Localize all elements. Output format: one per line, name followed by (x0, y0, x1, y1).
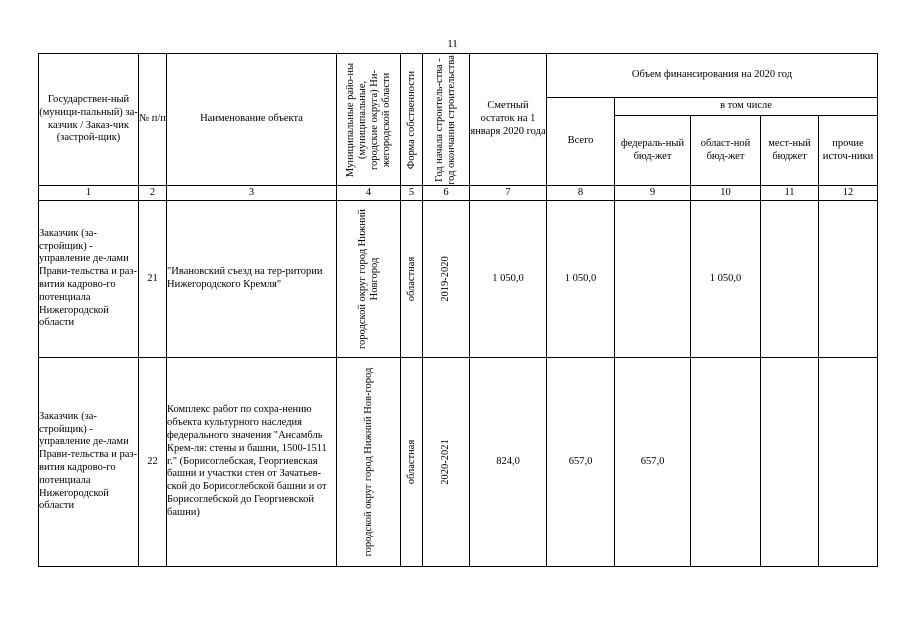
column-number: 4 (337, 186, 401, 201)
page-number: 11 (447, 38, 458, 50)
financing-table (38, 53, 878, 567)
table-row (39, 201, 878, 358)
ownership-cell (401, 358, 423, 567)
header-ownership (401, 54, 423, 186)
municipality-cell (337, 358, 401, 567)
object-name-cell: Комплекс работ по сохра-нению объекта культурного наследия федерального значения "Ансамбль Крем-ля: стены и башни, 1500-1511 г." (Борисоглебская, Георгиевская башни и участки стен от Зачатьев-ской до Борисоглебской башни и от Борисоглебской до Георгиевской башни) (167, 358, 337, 567)
header-financing-volume: Объем финансирования на 2020 год (547, 54, 878, 98)
header-construction-years (423, 54, 470, 186)
customer-cell: Заказчик (за-стройщик) - управление де-лами Прави-тельства и раз-вития кадрово-го потенциала Нижегородской области (39, 201, 139, 358)
other-sources-cell (819, 358, 878, 567)
regional-budget-cell: 1 050,0 (691, 201, 761, 358)
object-name-cell: "Ивановский съезд на тер-ритории Нижегородского Кремля" (167, 201, 337, 358)
column-number: 2 (139, 186, 167, 201)
customer-cell: Заказчик (за-стройщик) - управление де-лами Прави-тельства и раз-вития кадрово-го потенциала Нижегородской области (39, 358, 139, 567)
local-budget-cell (761, 358, 819, 567)
header-object-name: Наименование объекта (167, 54, 337, 186)
header-row-1 (39, 54, 878, 98)
header-construction-years-text: Год начала строитель-ства - год окончания строительства (433, 54, 457, 185)
column-number: 3 (167, 186, 337, 201)
column-number: 11 (761, 186, 819, 201)
estimated-balance-cell: 824,0 (470, 358, 547, 567)
column-number: 6 (423, 186, 470, 201)
row-number-cell: 22 (139, 358, 167, 567)
column-number: 9 (615, 186, 691, 201)
local-budget-cell (761, 201, 819, 358)
column-number: 8 (547, 186, 615, 201)
ownership-text: областная (405, 439, 417, 485)
row-number-cell: 21 (139, 201, 167, 358)
header-other-sources: прочие источ-ники (819, 116, 878, 186)
header-ownership-text: Форма собственности (405, 70, 417, 169)
header-including: в том числе (615, 98, 878, 116)
total-cell: 657,0 (547, 358, 615, 567)
column-number: 7 (470, 186, 547, 201)
municipality-cell (337, 201, 401, 358)
table-row (39, 358, 878, 567)
header-row-number: № п/п (139, 54, 167, 186)
column-number: 5 (401, 186, 423, 201)
years-text: 2019-2020 (439, 256, 451, 302)
years-text: 2020-2021 (439, 439, 451, 485)
years-cell (423, 358, 470, 567)
header-local-budget: мест-ный бюджет (761, 116, 819, 186)
ownership-text: областная (405, 256, 417, 302)
header-total: Всего (547, 98, 615, 186)
ownership-cell (401, 201, 423, 358)
header-customer: Государствен-ный (муници-пальный) за-казчик / Заказ-чик (застрой-щик) (39, 54, 139, 186)
column-number: 10 (691, 186, 761, 201)
header-municipality (337, 54, 401, 186)
header-federal-budget: федераль-ный бюд-жет (615, 116, 691, 186)
column-number-row (39, 186, 878, 201)
total-cell: 1 050,0 (547, 201, 615, 358)
estimated-balance-cell: 1 050,0 (470, 201, 547, 358)
municipality-text: городской округ город Нижний Нов-город (362, 367, 374, 557)
header-estimated-balance: Сметный остаток на 1 января 2020 года (470, 54, 547, 186)
header-municipality-text: Муниципальные райо-ны (муниципальные, городские округа) Ни-жегородской области (344, 62, 392, 177)
other-sources-cell (819, 201, 878, 358)
federal-budget-cell: 657,0 (615, 358, 691, 567)
header-regional-budget: област-ной бюд-жет (691, 116, 761, 186)
column-number: 12 (819, 186, 878, 201)
column-number: 1 (39, 186, 139, 201)
years-cell (423, 201, 470, 358)
municipality-text: городской округ город Нижний Новгород (356, 209, 380, 349)
federal-budget-cell (615, 201, 691, 358)
regional-budget-cell (691, 358, 761, 567)
